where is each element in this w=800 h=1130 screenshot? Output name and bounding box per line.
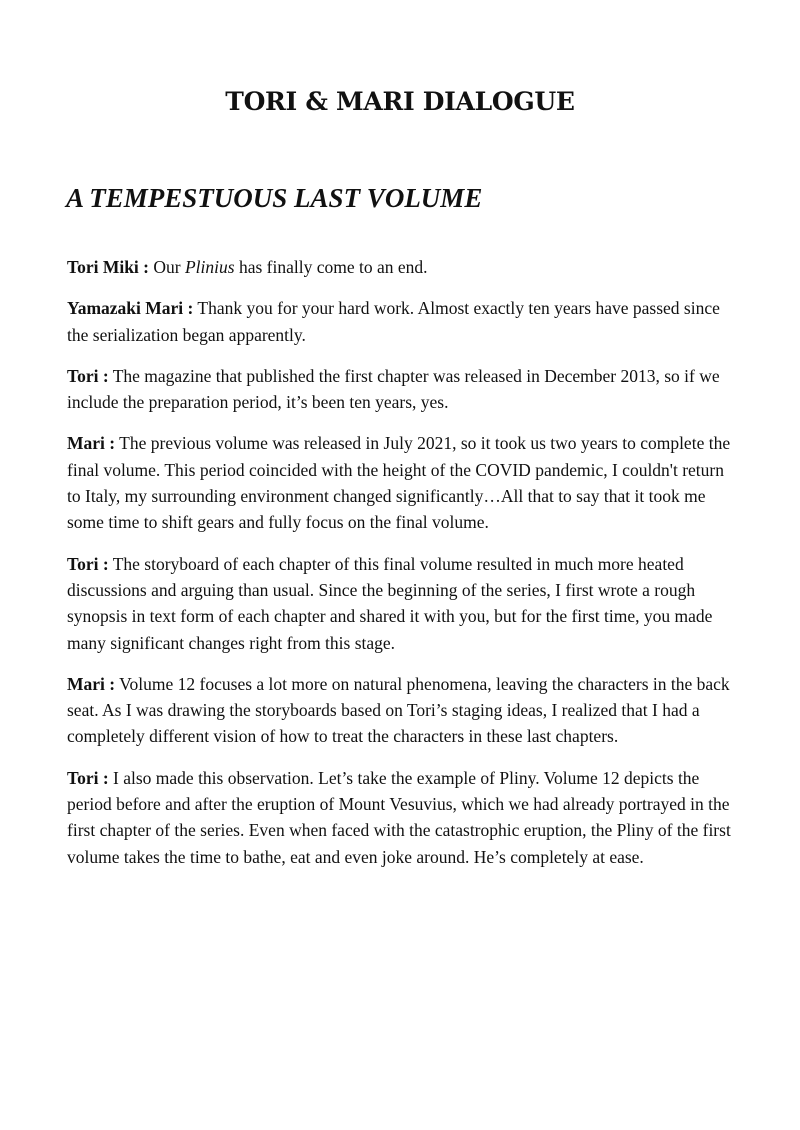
paragraph-emphasis: Plinius (184, 257, 235, 277)
paragraph-text: Our (149, 257, 185, 277)
dialogue-paragraph (67, 295, 731, 348)
dialogue-paragraph (67, 765, 731, 870)
paragraph-text: The magazine that published the first chapter was released in December 2013, so if we include the preparation period, it’s been ten years, yes. (67, 365, 720, 413)
paragraph-text: The storyboard of each chapter of this final volume resulted in much more heated discussions and arguing than usual. Since the beginning of the series, I first wrote a rough synopsis in text form of each chapter and shared it with you, but for the first time, you made many significant changes right from this stage. (67, 553, 713, 653)
speaker-name: Yamazaki Mari : (67, 298, 194, 319)
paragraph-text: Thank you for your hard work. Almost exactly ten years have passed since the serialization began apparently. (67, 298, 720, 345)
document-title: TORI & MARI DIALOGUE (225, 87, 575, 116)
paragraph-text: I also made this observation. Let’s take the example of Pliny. Volume 12 depicts the period before and after the eruption of Mount Vesuvius, which we had already portrayed in the first chapter of the series. Even when faced with the catastrophic eruption, the Pliny of the first volume takes the time to bathe, eat and even joke around. He’s completely at ease. (67, 767, 731, 867)
speaker-name: Tori Miki : (67, 257, 149, 277)
speaker-name: Tori : (67, 553, 109, 574)
speaker-name: Tori : (67, 365, 109, 386)
speaker-name: Mari : (67, 673, 116, 694)
paragraph-text: has finally come to an end. (234, 257, 428, 277)
dialogue-body (67, 254, 731, 885)
dialogue-paragraph (67, 430, 731, 535)
dialogue-paragraph (67, 671, 731, 750)
dialogue-paragraph (67, 254, 731, 280)
dialogue-paragraph (67, 363, 731, 416)
speaker-name: Mari : (67, 433, 116, 454)
dialogue-paragraph (67, 551, 731, 656)
paragraph-text: The previous volume was released in July 2021, so it took us two years to complete the final volume. This period coincided with the height of the COVID pandemic, I couldn't return to Italy, my surrounding environment changed significantly…All that to say that it took me some time to shift gears and fully focus on the final volume. (67, 433, 731, 533)
paragraph-text: Volume 12 focuses a lot more on natural phenomena, leaving the characters in the back seat. As I was drawing the storyboards based on Tori’s staging ideas, I realized that I had a completely different vision of how to treat the characters in these last chapters. (67, 673, 730, 747)
section-heading: A TEMPESTUOUS LAST VOLUME (66, 183, 483, 213)
speaker-name: Tori : (67, 767, 109, 788)
